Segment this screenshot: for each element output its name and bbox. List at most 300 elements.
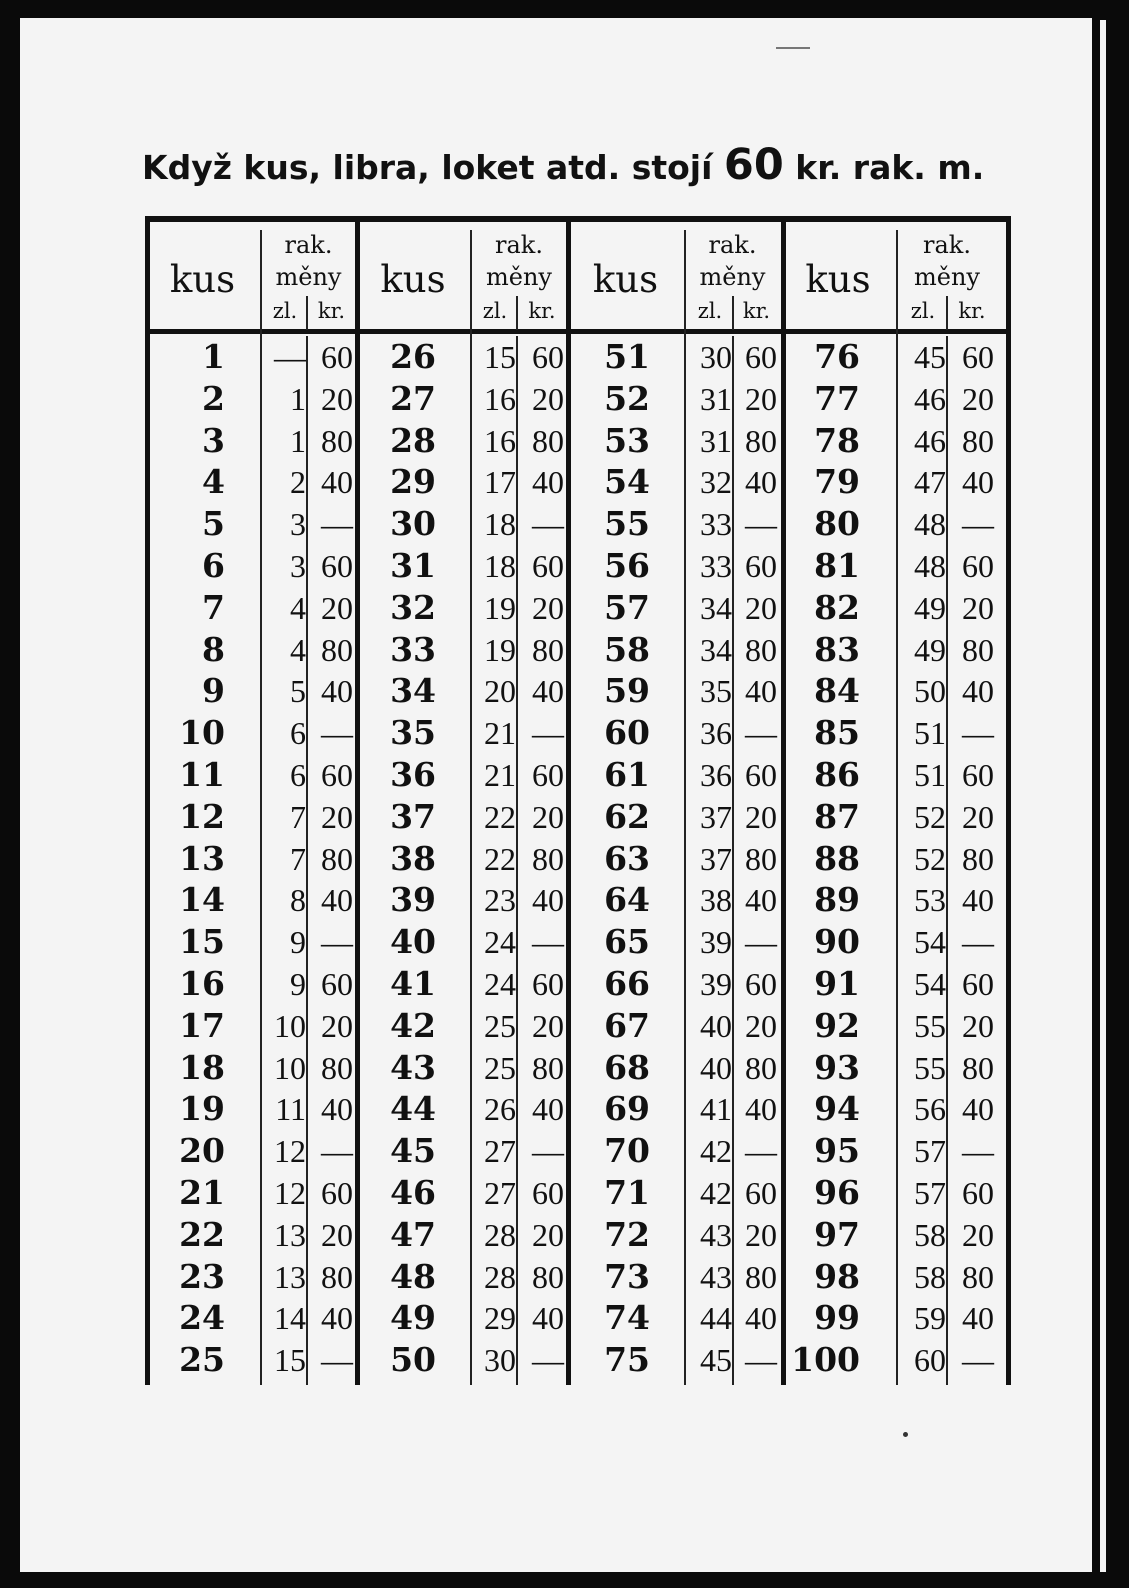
cell-kus: 86 bbox=[814, 755, 860, 794]
cell-kr: 80 bbox=[745, 1258, 777, 1295]
cell-kr: 40 bbox=[962, 882, 994, 919]
cell-kus: 62 bbox=[604, 796, 650, 836]
cell-kus: 5 bbox=[202, 504, 225, 544]
cell-kus: 15 bbox=[179, 922, 225, 962]
cell-zl: 3 bbox=[290, 506, 306, 543]
scan-border-top bbox=[0, 0, 1129, 18]
cell-kr: — bbox=[962, 1342, 994, 1379]
cell-kus: 46 bbox=[390, 1173, 436, 1212]
cell-zl: 27 bbox=[484, 1133, 516, 1170]
cell-zl: 56 bbox=[914, 1091, 946, 1128]
cell-kus: 20 bbox=[179, 1131, 225, 1171]
cell-kus: 93 bbox=[814, 1047, 860, 1087]
cell-kr: 40 bbox=[321, 1300, 353, 1337]
cell-zl: 44 bbox=[700, 1300, 732, 1337]
cell-kr: 60 bbox=[745, 339, 777, 375]
title-price: 60 bbox=[723, 140, 784, 190]
cell-kus: 31 bbox=[390, 546, 436, 585]
cell-kr: 60 bbox=[321, 966, 353, 1002]
cell-kus: 92 bbox=[814, 1005, 860, 1045]
cell-kr: — bbox=[321, 1133, 353, 1170]
scan-border-gap bbox=[1100, 20, 1106, 1588]
cell-zl: 34 bbox=[700, 631, 732, 668]
cell-kus: 74 bbox=[604, 1298, 650, 1338]
header-kr: kr. bbox=[317, 299, 346, 323]
cell-kus: 50 bbox=[390, 1340, 436, 1380]
cell-zl: 36 bbox=[700, 715, 732, 752]
cell-kus: 33 bbox=[390, 629, 436, 669]
cell-kus: 81 bbox=[814, 546, 860, 585]
cell-zl: 22 bbox=[484, 840, 516, 877]
cell-zl: 58 bbox=[914, 1216, 946, 1253]
cell-kus: 65 bbox=[604, 922, 650, 962]
cell-kr: 20 bbox=[962, 380, 994, 417]
cell-kr: — bbox=[321, 1342, 353, 1379]
cell-kr: 20 bbox=[321, 1216, 353, 1253]
cell-kr: 40 bbox=[745, 1091, 777, 1128]
cell-kr: 60 bbox=[532, 1175, 564, 1211]
cell-kus: 9 bbox=[202, 671, 225, 711]
cell-kus: 12 bbox=[179, 796, 225, 836]
cell-kus: 38 bbox=[390, 838, 436, 878]
cell-zl: 58 bbox=[914, 1258, 946, 1295]
cell-kus: 14 bbox=[179, 880, 225, 920]
header-zl: zl. bbox=[482, 299, 508, 323]
cell-kr: — bbox=[532, 506, 564, 543]
cell-kr: 20 bbox=[745, 1216, 777, 1253]
cell-kr: 20 bbox=[532, 589, 564, 626]
cell-zl: 25 bbox=[484, 1049, 516, 1086]
cell-kus: 22 bbox=[179, 1214, 225, 1254]
cell-kus: 27 bbox=[390, 378, 436, 418]
cell-zl: 16 bbox=[484, 422, 516, 459]
cell-kus: 44 bbox=[390, 1089, 436, 1129]
cell-kus: 30 bbox=[390, 504, 436, 544]
cell-kr: — bbox=[745, 1342, 777, 1379]
cell-kus: 1 bbox=[202, 337, 225, 376]
cell-zl: 30 bbox=[484, 1342, 516, 1379]
cell-zl: 20 bbox=[484, 673, 516, 710]
cell-kus: 73 bbox=[604, 1256, 650, 1296]
cell-zl: 12 bbox=[274, 1175, 306, 1211]
cell-kus: 94 bbox=[814, 1089, 860, 1129]
cell-zl: 38 bbox=[700, 882, 732, 919]
cell-kus: 51 bbox=[604, 337, 650, 376]
cell-kus: 99 bbox=[814, 1298, 860, 1338]
cell-zl: 25 bbox=[484, 1007, 516, 1044]
header-kr: kr. bbox=[742, 299, 771, 323]
cell-kr: 20 bbox=[532, 1007, 564, 1044]
cell-zl: 6 bbox=[290, 715, 306, 752]
cell-zl: 37 bbox=[700, 798, 732, 835]
cell-kus: 56 bbox=[604, 546, 650, 585]
cell-kr: 40 bbox=[745, 1300, 777, 1337]
cell-zl: 57 bbox=[914, 1133, 946, 1170]
cell-zl: 35 bbox=[700, 673, 732, 710]
cell-kr: 60 bbox=[962, 757, 994, 793]
cell-zl: 52 bbox=[914, 840, 946, 877]
cell-kus: 60 bbox=[604, 713, 650, 753]
column-rule bbox=[516, 296, 518, 330]
cell-kus: 49 bbox=[390, 1298, 436, 1338]
cell-zl: 8 bbox=[290, 882, 306, 919]
cell-kr: 20 bbox=[745, 589, 777, 626]
cell-zl: 30 bbox=[700, 339, 732, 375]
cell-kr: 20 bbox=[745, 798, 777, 835]
cell-kr: 20 bbox=[321, 1007, 353, 1044]
cell-kus: 11 bbox=[179, 755, 225, 794]
cell-kr: 80 bbox=[962, 1049, 994, 1086]
cell-zl: 7 bbox=[290, 798, 306, 835]
cell-kus: 26 bbox=[390, 337, 436, 376]
cell-kr: 40 bbox=[962, 1091, 994, 1128]
cell-kr: 80 bbox=[532, 631, 564, 668]
cell-zl: 1 bbox=[290, 422, 306, 459]
cell-kr: 60 bbox=[745, 548, 777, 584]
cell-kr: — bbox=[745, 715, 777, 752]
column-rule bbox=[732, 296, 734, 330]
cell-kr: 20 bbox=[962, 589, 994, 626]
cell-zl: 42 bbox=[700, 1175, 732, 1211]
header-rak: rak. bbox=[284, 231, 333, 259]
cell-kr: 40 bbox=[321, 1091, 353, 1128]
cell-zl: 12 bbox=[274, 1133, 306, 1170]
cell-zl: 43 bbox=[700, 1258, 732, 1295]
cell-kus: 100 bbox=[791, 1340, 860, 1380]
cell-kus: 79 bbox=[814, 462, 860, 502]
cell-zl: 46 bbox=[914, 380, 946, 417]
cell-kr: 20 bbox=[532, 1216, 564, 1253]
header-rak: rak. bbox=[923, 231, 971, 259]
cell-kus: 28 bbox=[390, 420, 436, 460]
cell-kr: 80 bbox=[745, 840, 777, 877]
cell-kr: 80 bbox=[321, 422, 353, 459]
cell-kus: 19 bbox=[179, 1089, 225, 1129]
cell-kus: 57 bbox=[604, 587, 650, 627]
cell-kus: 21 bbox=[179, 1173, 225, 1212]
column-rule bbox=[946, 296, 948, 330]
cell-kr: 80 bbox=[962, 422, 994, 459]
cell-zl: 32 bbox=[700, 464, 732, 501]
cell-kus: 39 bbox=[390, 880, 436, 920]
scan-border-left bbox=[0, 0, 20, 1588]
header-rule bbox=[150, 329, 1006, 334]
header-meny: měny bbox=[486, 263, 552, 291]
cell-zl: 36 bbox=[700, 757, 732, 793]
cell-kus: 63 bbox=[604, 838, 650, 878]
cell-zl: 2 bbox=[290, 464, 306, 501]
cell-kus: 96 bbox=[814, 1173, 860, 1212]
cell-kr: 60 bbox=[321, 757, 353, 793]
cell-zl: 51 bbox=[914, 757, 946, 793]
header-kr: kr. bbox=[528, 299, 556, 323]
cell-kr: — bbox=[532, 715, 564, 752]
cell-kr: — bbox=[321, 924, 353, 961]
cell-kr: — bbox=[745, 506, 777, 543]
cell-kus: 82 bbox=[814, 587, 860, 627]
cell-zl: 39 bbox=[700, 924, 732, 961]
cell-zl: 55 bbox=[914, 1007, 946, 1044]
cell-zl: 4 bbox=[290, 589, 306, 626]
cell-kus: 7 bbox=[202, 587, 225, 627]
cell-kr: 40 bbox=[532, 1091, 564, 1128]
cell-zl: 41 bbox=[700, 1091, 732, 1128]
cell-zl: 21 bbox=[484, 757, 516, 793]
cell-zl: 60 bbox=[914, 1342, 946, 1379]
cell-kr: 20 bbox=[745, 380, 777, 417]
cell-kr: 40 bbox=[321, 464, 353, 501]
header-zl: zl. bbox=[697, 299, 723, 323]
cell-kr: 80 bbox=[962, 1258, 994, 1295]
cell-zl: 47 bbox=[914, 464, 946, 501]
cell-kus: 97 bbox=[814, 1214, 860, 1254]
cell-kr: 20 bbox=[962, 798, 994, 835]
cell-zl: 4 bbox=[290, 631, 306, 668]
cell-kus: 76 bbox=[814, 337, 860, 376]
cell-zl: 33 bbox=[700, 506, 732, 543]
cell-kr: 20 bbox=[321, 380, 353, 417]
cell-kr: 60 bbox=[962, 548, 994, 584]
cell-kr: 60 bbox=[321, 339, 353, 375]
cell-kr: 20 bbox=[321, 798, 353, 835]
cell-zl: 48 bbox=[914, 506, 946, 543]
cell-kr: 40 bbox=[321, 673, 353, 710]
header-kr: kr. bbox=[958, 299, 986, 323]
cell-kus: 89 bbox=[814, 880, 860, 920]
cell-zl: 1 bbox=[290, 380, 306, 417]
cell-kr: 20 bbox=[532, 798, 564, 835]
cell-kus: 43 bbox=[390, 1047, 436, 1087]
cell-kus: 55 bbox=[604, 504, 650, 544]
cell-kus: 41 bbox=[390, 964, 436, 1003]
cell-zl: 15 bbox=[484, 339, 516, 375]
cell-kr: 20 bbox=[962, 1216, 994, 1253]
cell-kr: 20 bbox=[745, 1007, 777, 1044]
cell-kr: 20 bbox=[321, 589, 353, 626]
cell-kus: 53 bbox=[604, 420, 650, 460]
cell-zl: 10 bbox=[274, 1049, 306, 1086]
cell-kr: — bbox=[321, 715, 353, 752]
cell-kr: 80 bbox=[321, 1049, 353, 1086]
cell-kus: 25 bbox=[179, 1340, 225, 1380]
cell-zl: 9 bbox=[290, 924, 306, 961]
cell-zl: 18 bbox=[484, 548, 516, 584]
cell-kus: 52 bbox=[604, 378, 650, 418]
cell-kr: 60 bbox=[532, 339, 564, 375]
cell-kr: 80 bbox=[321, 631, 353, 668]
cell-kr: 80 bbox=[532, 422, 564, 459]
cell-kr: 40 bbox=[321, 882, 353, 919]
cell-zl: 24 bbox=[484, 966, 516, 1002]
cell-kus: 36 bbox=[390, 755, 436, 794]
cell-zl: — bbox=[274, 339, 306, 375]
cell-kr: — bbox=[532, 1133, 564, 1170]
cell-kr: — bbox=[532, 1342, 564, 1379]
cell-kr: 20 bbox=[962, 1007, 994, 1044]
cell-kus: 34 bbox=[390, 671, 436, 711]
cell-kr: 40 bbox=[532, 1300, 564, 1337]
cell-zl: 28 bbox=[484, 1216, 516, 1253]
cell-kus: 69 bbox=[604, 1089, 650, 1129]
cell-zl: 6 bbox=[290, 757, 306, 793]
header-kus: kus bbox=[380, 258, 446, 301]
cell-zl: 59 bbox=[914, 1300, 946, 1337]
cell-kr: 80 bbox=[962, 840, 994, 877]
cell-kus: 58 bbox=[604, 629, 650, 669]
cell-kus: 24 bbox=[179, 1298, 225, 1338]
cell-zl: 45 bbox=[700, 1342, 732, 1379]
cell-kus: 4 bbox=[202, 462, 225, 502]
cell-zl: 49 bbox=[914, 589, 946, 626]
cell-zl: 24 bbox=[484, 924, 516, 961]
header-kus: kus bbox=[805, 258, 871, 301]
title-prefix: Když kus, libra, loket atd. stojí bbox=[142, 148, 713, 187]
cell-zl: 29 bbox=[484, 1300, 516, 1337]
cell-zl: 10 bbox=[274, 1007, 306, 1044]
cell-zl: 40 bbox=[700, 1007, 732, 1044]
scan-border-bottom bbox=[0, 1572, 1129, 1588]
cell-zl: 16 bbox=[484, 380, 516, 417]
cell-zl: 54 bbox=[914, 966, 946, 1002]
cell-kus: 71 bbox=[604, 1173, 650, 1212]
cell-kus: 40 bbox=[390, 922, 436, 962]
cell-kr: 60 bbox=[962, 966, 994, 1002]
cell-kr: 60 bbox=[745, 966, 777, 1002]
cell-zl: 27 bbox=[484, 1175, 516, 1211]
header-rak: rak. bbox=[495, 231, 543, 259]
cell-zl: 33 bbox=[700, 548, 732, 584]
cell-kus: 3 bbox=[202, 420, 225, 460]
cell-zl: 26 bbox=[484, 1091, 516, 1128]
cell-kus: 10 bbox=[179, 713, 225, 753]
cell-kr: 40 bbox=[532, 464, 564, 501]
cell-kus: 84 bbox=[814, 671, 860, 711]
header-kus: kus bbox=[592, 258, 659, 301]
cell-kr: — bbox=[962, 1133, 994, 1170]
cell-kr: 80 bbox=[745, 631, 777, 668]
cell-zl: 43 bbox=[700, 1216, 732, 1253]
cell-kr: 40 bbox=[962, 673, 994, 710]
cell-kr: 80 bbox=[532, 1258, 564, 1295]
cell-zl: 48 bbox=[914, 548, 946, 584]
cell-kr: 60 bbox=[321, 1175, 353, 1211]
cell-kr: 80 bbox=[532, 840, 564, 877]
header-zl: zl. bbox=[272, 299, 298, 323]
cell-kus: 80 bbox=[814, 504, 860, 544]
header-meny: měny bbox=[275, 263, 342, 291]
cell-zl: 50 bbox=[914, 673, 946, 710]
cell-zl: 5 bbox=[290, 673, 306, 710]
cell-kus: 2 bbox=[202, 378, 225, 418]
cell-zl: 46 bbox=[914, 422, 946, 459]
cell-zl: 15 bbox=[274, 1342, 306, 1379]
cell-zl: 40 bbox=[700, 1049, 732, 1086]
cell-kus: 91 bbox=[814, 964, 860, 1003]
cell-zl: 49 bbox=[914, 631, 946, 668]
cell-zl: 13 bbox=[274, 1258, 306, 1295]
cell-zl: 54 bbox=[914, 924, 946, 961]
cell-kr: — bbox=[962, 715, 994, 752]
cell-zl: 55 bbox=[914, 1049, 946, 1086]
cell-kus: 18 bbox=[179, 1047, 225, 1087]
cell-kus: 95 bbox=[814, 1131, 860, 1171]
cell-kr: 80 bbox=[962, 631, 994, 668]
cell-kr: 60 bbox=[962, 339, 994, 375]
cell-zl: 28 bbox=[484, 1258, 516, 1295]
cell-kus: 29 bbox=[390, 462, 436, 502]
cell-kus: 32 bbox=[390, 587, 436, 627]
cell-kr: 80 bbox=[532, 1049, 564, 1086]
cell-kus: 77 bbox=[814, 378, 860, 418]
cell-zl: 52 bbox=[914, 798, 946, 835]
cell-kus: 45 bbox=[390, 1131, 436, 1171]
cell-kus: 16 bbox=[179, 964, 225, 1003]
cell-zl: 3 bbox=[290, 548, 306, 584]
cell-kr: 60 bbox=[532, 966, 564, 1002]
cell-kr: 40 bbox=[745, 882, 777, 919]
cell-zl: 17 bbox=[484, 464, 516, 501]
cell-kus: 66 bbox=[604, 964, 650, 1003]
cell-zl: 31 bbox=[700, 380, 732, 417]
cell-zl: 19 bbox=[484, 589, 516, 626]
cell-zl: 45 bbox=[914, 339, 946, 375]
cell-zl: 34 bbox=[700, 589, 732, 626]
cell-kus: 13 bbox=[179, 838, 225, 878]
cell-kr: 20 bbox=[532, 380, 564, 417]
cell-kus: 83 bbox=[814, 629, 860, 669]
cell-zl: 21 bbox=[484, 715, 516, 752]
cell-kr: 60 bbox=[532, 548, 564, 584]
header-rak: rak. bbox=[708, 231, 757, 259]
cell-kr: 60 bbox=[321, 548, 353, 584]
cell-kr: 40 bbox=[745, 673, 777, 710]
cell-kus: 17 bbox=[179, 1005, 225, 1045]
cell-kus: 54 bbox=[604, 462, 650, 502]
cell-kus: 75 bbox=[604, 1340, 650, 1380]
cell-kus: 61 bbox=[604, 755, 650, 794]
cell-kr: — bbox=[962, 924, 994, 961]
cell-kus: 8 bbox=[202, 629, 225, 669]
cell-zl: 22 bbox=[484, 798, 516, 835]
cell-kr: 60 bbox=[745, 757, 777, 793]
cell-zl: 7 bbox=[290, 840, 306, 877]
cell-kus: 59 bbox=[604, 671, 650, 711]
cell-kr: 80 bbox=[321, 1258, 353, 1295]
cell-kus: 90 bbox=[814, 922, 860, 962]
cell-zl: 14 bbox=[274, 1300, 306, 1337]
cell-kus: 68 bbox=[604, 1047, 650, 1087]
cell-zl: 37 bbox=[700, 840, 732, 877]
cell-zl: 51 bbox=[914, 715, 946, 752]
cell-zl: 19 bbox=[484, 631, 516, 668]
cell-zl: 9 bbox=[290, 966, 306, 1002]
cell-kr: 40 bbox=[532, 882, 564, 919]
cell-kus: 78 bbox=[814, 420, 860, 460]
cell-kr: — bbox=[321, 506, 353, 543]
cell-kus: 98 bbox=[814, 1256, 860, 1296]
cell-kr: 40 bbox=[962, 1300, 994, 1337]
cell-kr: 40 bbox=[962, 464, 994, 501]
cell-kr: 80 bbox=[745, 1049, 777, 1086]
cell-kus: 23 bbox=[179, 1256, 225, 1296]
cell-kr: — bbox=[532, 924, 564, 961]
scan-border-right bbox=[1092, 0, 1129, 1588]
cell-kus: 6 bbox=[202, 546, 225, 585]
header-zl: zl. bbox=[910, 299, 936, 323]
cell-kus: 88 bbox=[814, 838, 860, 878]
cell-kus: 37 bbox=[390, 796, 436, 836]
cell-kus: 64 bbox=[604, 880, 650, 920]
